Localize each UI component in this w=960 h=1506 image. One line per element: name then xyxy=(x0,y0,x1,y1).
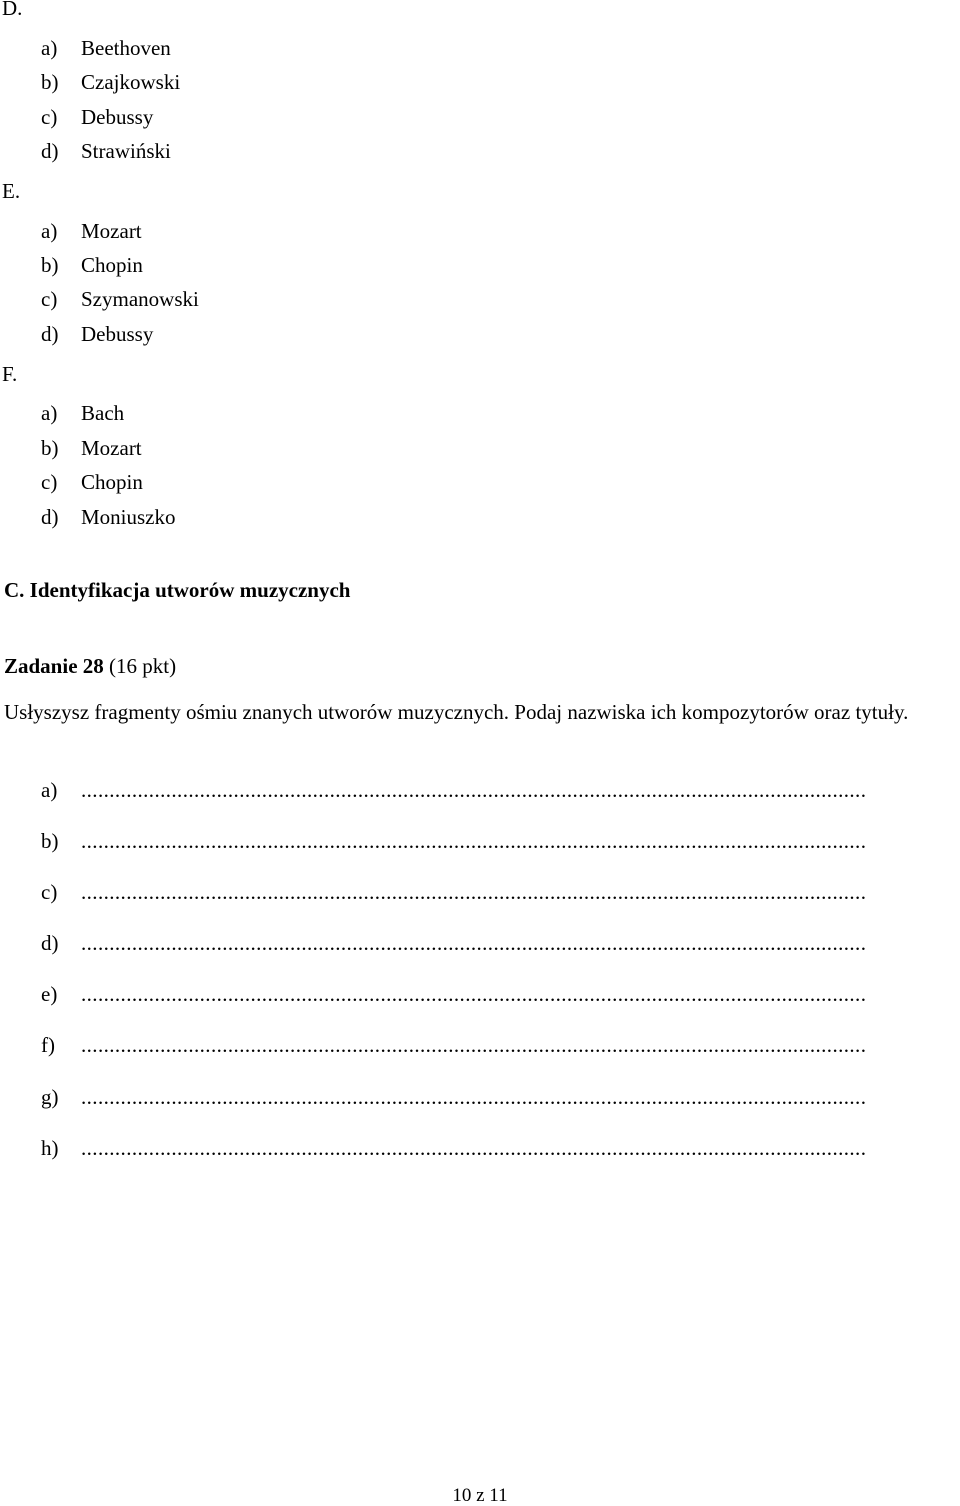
answer-line[interactable]: ........................................................................................................................................... xyxy=(81,933,867,954)
task-instruction: Usłyszysz fragmenty ośmiu znanych utworów muzycznych. Podaj nazwiska ich kompozytorów oraz tytuły. xyxy=(4,700,909,724)
option-text: Chopin xyxy=(81,253,143,277)
section-title: C. Identyfikacja utworów muzycznych xyxy=(4,578,351,602)
answer-letter: g) xyxy=(41,1085,59,1109)
option-letter: d) xyxy=(41,322,59,346)
option-text: Debussy xyxy=(81,105,154,129)
answer-letter: f) xyxy=(41,1033,55,1057)
answer-line[interactable]: ........................................................................................................................................... xyxy=(81,882,867,903)
option-text: Mozart xyxy=(81,436,142,460)
task-heading xyxy=(4,656,176,677)
answer-line[interactable]: ........................................................................................................................................... xyxy=(81,780,867,801)
answer-letter: b) xyxy=(41,829,59,853)
task-title: Zadanie 28 xyxy=(4,654,104,678)
answer-letter: a) xyxy=(41,778,58,802)
option-text: Szymanowski xyxy=(81,287,199,311)
question-label: F. xyxy=(2,362,18,386)
answer-line[interactable]: ........................................................................................................................................... xyxy=(81,831,867,852)
option-letter: c) xyxy=(41,470,58,494)
answer-line[interactable]: ........................................................................................................................................... xyxy=(81,1087,867,1108)
option-text: Debussy xyxy=(81,322,154,346)
page-number: 10 z 11 xyxy=(452,1485,508,1506)
option-letter: b) xyxy=(41,253,59,277)
option-text: Chopin xyxy=(81,470,143,494)
option-text: Czajkowski xyxy=(81,70,181,94)
option-letter: b) xyxy=(41,436,59,460)
answer-letter: h) xyxy=(41,1136,59,1160)
option-letter: d) xyxy=(41,505,59,529)
option-letter: a) xyxy=(41,36,58,60)
option-letter: d) xyxy=(41,139,59,163)
answer-letter: d) xyxy=(41,931,59,955)
task-points: (16 pkt) xyxy=(109,654,177,678)
answer-line[interactable]: ........................................................................................................................................... xyxy=(81,1035,867,1056)
option-text: Mozart xyxy=(81,219,142,243)
answer-letter: c) xyxy=(41,880,58,904)
answer-line[interactable]: ........................................................................................................................................... xyxy=(81,984,867,1005)
option-text: Beethoven xyxy=(81,36,171,60)
option-letter: c) xyxy=(41,287,58,311)
question-label: D. xyxy=(2,0,23,20)
option-text: Moniuszko xyxy=(81,505,176,529)
option-letter: b) xyxy=(41,70,59,94)
answer-line[interactable]: ........................................................................................................................................... xyxy=(81,1138,867,1159)
option-letter: a) xyxy=(41,401,58,425)
option-letter: a) xyxy=(41,219,58,243)
option-text: Strawiński xyxy=(81,139,171,163)
option-text: Bach xyxy=(81,401,125,425)
option-letter: c) xyxy=(41,105,58,129)
answer-letter: e) xyxy=(41,982,58,1006)
question-label: E. xyxy=(2,179,21,203)
